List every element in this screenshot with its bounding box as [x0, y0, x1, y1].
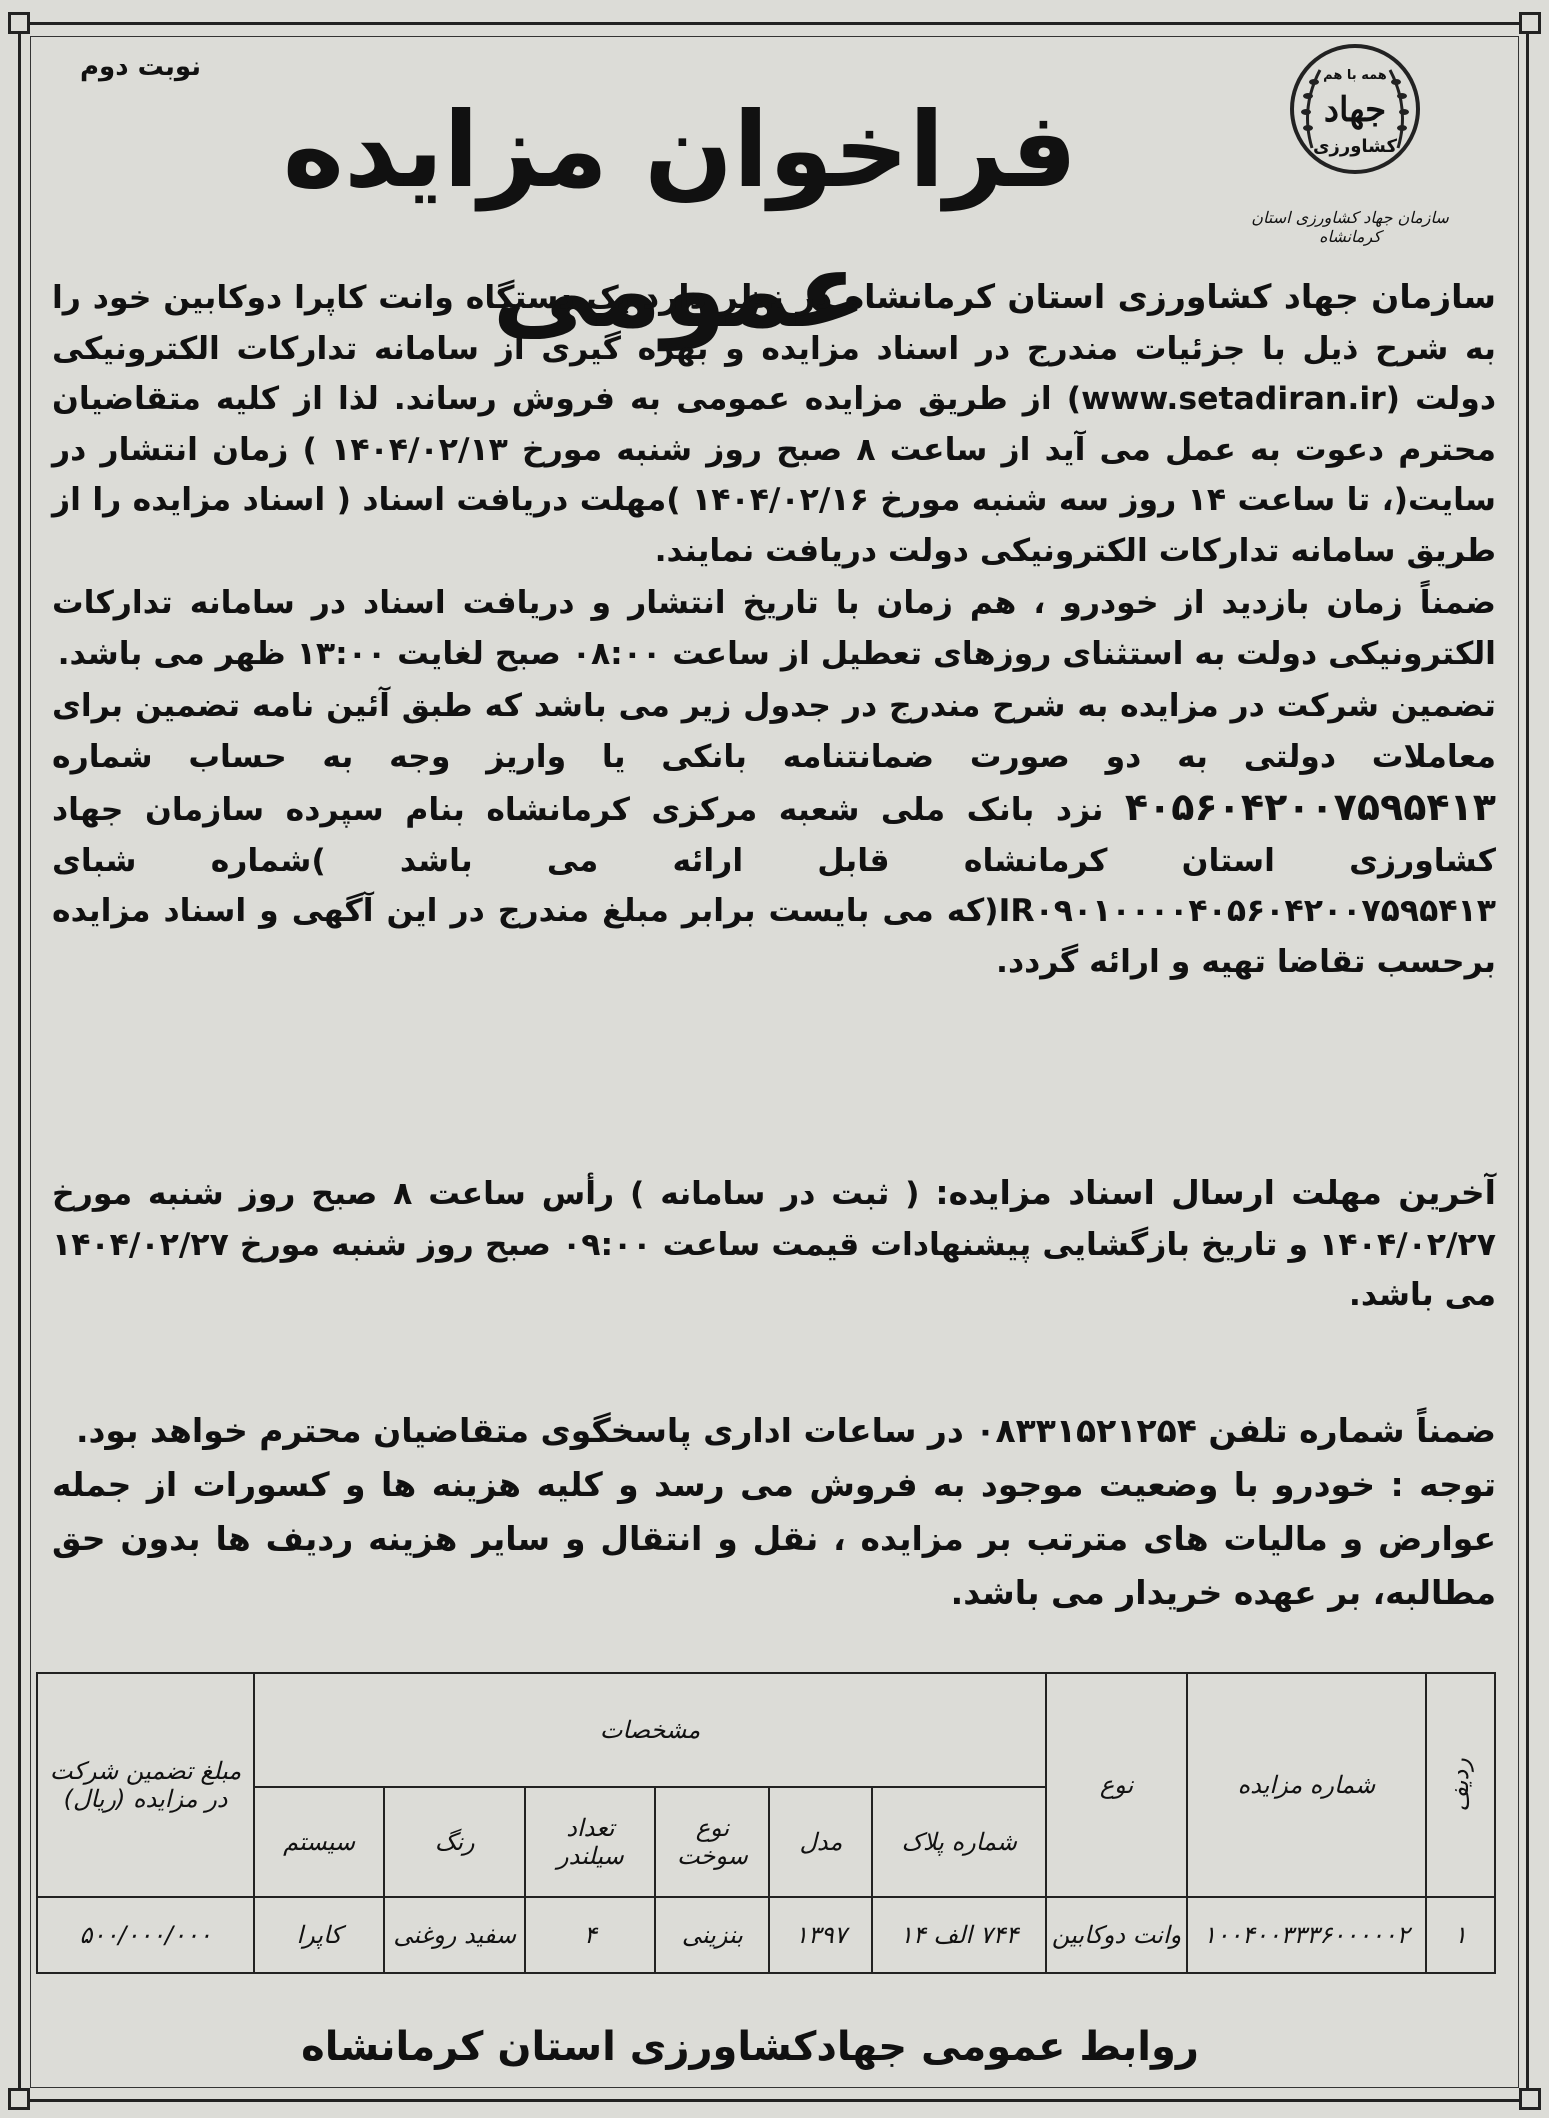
logo-name: کشاورزی — [1313, 136, 1397, 157]
corner-ornament — [8, 12, 30, 34]
organization-logo — [1230, 40, 1470, 246]
page-title: فراخوان مزایده عمومی — [282, 89, 1078, 351]
cell-color: سفید روغنی — [384, 1897, 525, 1973]
deadline-section — [52, 1168, 1496, 1321]
logo-name: جهاد — [1323, 90, 1387, 130]
paragraph-text: تضمین شرکت در مزایده به شرح مندرج در جدول زیر می باشد که طبق آئین نامه تضمین برای معاملات دولتی به دو صورت ضمانتنامه بانکی یا واریز وجه به حساب شماره — [52, 688, 1496, 775]
paragraph — [52, 681, 1496, 987]
round-label: نوبت دوم — [80, 52, 201, 82]
col-header-color: رنگ — [384, 1787, 525, 1897]
cell-plate: ۷۴۴ الف ۱۴ — [872, 1897, 1046, 1973]
deadline-text: ( ثبت در سامانه ) رأس ساعت ۸ صبح روز شنبه مورخ ۱۴۰۴/۰۲/۲۷ و تاریخ بازگشایی پیشنهادات قیمت ساعت ۰۹:۰۰ صبح روز شنبه مورخ ۱۴۰۴/۰۲/۲۷ می باشد. — [52, 1176, 1496, 1313]
logo-caption: سازمان جهاد کشاورزی استان کرمانشاه — [1251, 208, 1449, 246]
paragraph: ضمناً زمان بازدید از خودرو ، هم زمان با تاریخ انتشار و دریافت اسناد در سامانه تدارکات الکترونیکی دولت به استثنای روزهای تعطیل از ساعت ۰۸:۰۰ صبح لغایت ۱۳:۰۰ ظهر می باشد. — [52, 585, 1496, 672]
notice-body — [52, 272, 1496, 987]
attention-note: توجه : خودرو با وضعیت موجود به فروش می رسد و کلیه هزینه ها و کسورات از جمله عوارض و مالیات های مترتب بر مزایده ، نقل و انتقال و سایر هزینه ردیف ها بدون حق مطالبه، بر عهده خریدار می باشد. — [52, 1465, 1496, 1612]
cell-cylinders: ۴ — [525, 1897, 655, 1973]
account-number: ۴۰۵۶۰۴۲۰۰۷۵۹۵۴۱۳ — [1124, 785, 1496, 829]
corner-ornament — [1519, 2088, 1541, 2110]
lead-text: سازمان جهاد کشاورزی استان کرمانشاه در نظر دارد — [642, 277, 1496, 316]
col-header-row: ردیف — [1426, 1673, 1495, 1897]
paragraph-text: نزد بانک ملی شعبه مرکزی کرمانشاه بنام سپرده سازمان جهاد کشاورزی استان کرمانشاه قابل ارائه می باشد )شماره شبای IR۰۹۰۱۰۰۰۰۴۰۵۶۰۴۲۰۰۷۵۹۵۴۱۳(که می بایست برابر مبلغ مندرج در این آگهی و اسناد مزایده برحسب تقاضا تهیه و ارائه گردد. — [52, 792, 1496, 980]
cell-fuel: بنزینی — [655, 1897, 769, 1973]
corner-ornament — [8, 2088, 30, 2110]
col-header-fuel: نوع سوخت — [655, 1787, 769, 1897]
cell-system: کاپرا — [254, 1897, 384, 1973]
auction-table — [36, 1672, 1496, 1974]
logo-motto: همه با هم — [1323, 68, 1387, 83]
table-header-row — [37, 1673, 1495, 1787]
cell-type: وانت دوکابین — [1046, 1897, 1187, 1973]
col-header-system: سیستم — [254, 1787, 384, 1897]
col-header-model: مدل — [769, 1787, 872, 1897]
paragraph — [52, 1168, 1496, 1321]
col-header-type: نوع — [1046, 1673, 1187, 1897]
cell-row: ۱ — [1426, 1897, 1495, 1973]
table-row — [37, 1897, 1495, 1973]
phone-note: ضمناً شماره تلفن ۰۸۳۳۱۵۲۱۲۵۴ در ساعات اداری پاسخگوی متقاضیان محترم خواهد بود. — [75, 1411, 1496, 1450]
cell-guarantee: ۵۰۰/۰۰۰/۰۰۰ — [37, 1897, 254, 1973]
col-header-cylinders: تعداد سیلندر — [525, 1787, 655, 1897]
paragraph — [52, 272, 1496, 576]
col-header-plate: شماره پلاک — [872, 1787, 1046, 1897]
col-header-auction-no: شماره مزایده — [1187, 1673, 1426, 1897]
cell-model: ۱۳۹۷ — [769, 1897, 872, 1973]
footer-signature: روابط عمومی جهادکشاورزی استان کرمانشاه — [301, 2024, 1199, 2070]
col-header-guarantee: مبلغ تضمین شرکت در مزایده (ریال) — [37, 1673, 254, 1897]
col-header-specs: مشخصات — [254, 1673, 1046, 1787]
paragraph-text: یک دستگاه وانت کاپرا دوکابین خود را به شرح ذیل با جزئیات مندرج در اسناد مزایده و بهره گیری از سامانه تدارکات الکترونیکی دولت (www.setadiran.ir) از طریق مزایده عمومی به فروش رساند. لذا از کلیه متقاضیان محترم دعوت به عمل می آید از ساعت ۸ صبح روز شنبه مورخ ۱۴۰۴/۰۲/۱۳ ) زمان انتشار در سایت(، تا ساعت ۱۴ روز سه شنبه مورخ ۱۴۰۴/۰۲/۱۶ )مهلت دریافت اسناد ( اسناد مزایده را از طریق سامانه تدارکات الکترونیکی دولت دریافت نمایند. — [52, 280, 1496, 569]
notes-section — [52, 1404, 1496, 1620]
corner-ornament — [1519, 12, 1541, 34]
cell-auction-no: ۱۰۰۴۰۰۳۳۳۶۰۰۰۰۰۲ — [1187, 1897, 1426, 1973]
deadline-label: آخرین مهلت ارسال اسناد مزایده: — [935, 1173, 1496, 1212]
